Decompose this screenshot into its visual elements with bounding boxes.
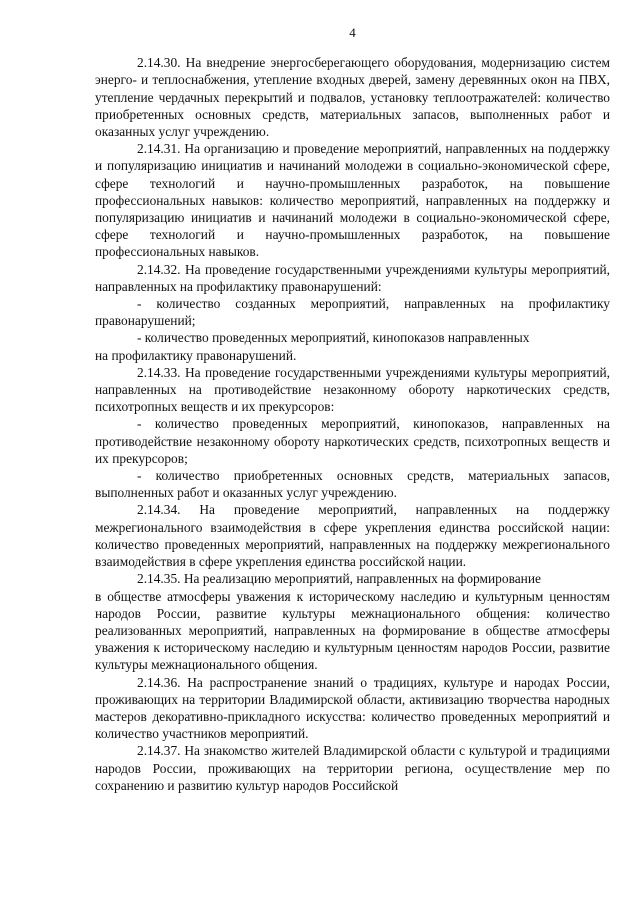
paragraph-2-14-30: 2.14.30. На внедрение энергосберегающего оборудования, модернизацию систем энерго- и теплоснабжения, утепление входных дверей, замену деревянных окон на ПВХ, утепление чердачных перекрытий и подвалов, установку теплоотражателей: количество приобретенных основных средств, материальных запасов, выполненных работ и оказанных услуг учреждению. bbox=[95, 55, 610, 140]
paragraph-2-14-33: 2.14.33. На проведение государственными учреждениями культуры мероприятий, направленных на противодействие незаконному обороту наркотических средств, психотропных веществ и их прекурсоров: bbox=[95, 364, 610, 415]
list-item-2-14-32-b-end: на профилактику правонарушений. bbox=[95, 347, 297, 363]
paragraph-2-14-35-start: 2.14.35. На реализацию мероприятий, направленных на формирование bbox=[137, 571, 541, 587]
paragraph-2-14-36: 2.14.36. На распространение знаний о традициях, культуре и народах России, проживающих на территории Владимирской области, активизацию творчества народных мастеров декоративно-прикладного искусства: количество проведенных мероприятий и количество участников мероприятий. bbox=[95, 674, 610, 742]
page-number: 4 bbox=[349, 25, 356, 40]
paragraph-2-14-35-end: в обществе атмосферы уважения к историческому наследию и культурным ценностям народов России, развитие культуры межнационального общения: количество реализованных мероприятий, направленных на формирование в обществе атмосферы уважения к историческому наследию и культурным ценностям народов России, развитие культуры межнационального общения. bbox=[95, 588, 610, 673]
paragraph-2-14-32: 2.14.32. На проведение государственными учреждениями культуры мероприятий, направленных на профилактику правонарушений: bbox=[95, 261, 610, 294]
paragraph-2-14-37: 2.14.37. На знакомство жителей Владимирской области с культурой и традициями народов России, проживающих на территории региона, осуществление мер по сохранению и развитию культур народов Российской bbox=[95, 743, 610, 793]
list-item-2-14-32-a: - количество созданных мероприятий, направленных на профилактику правонарушений; bbox=[95, 296, 610, 329]
list-item-2-14-33-a: - количество проведенных мероприятий, кинопоказов, направленных на противодействие незаконному обороту наркотических средств, психотропных веществ и их прекурсоров; bbox=[95, 416, 610, 466]
paragraph-2-14-34: 2.14.34. На проведение мероприятий, направленных на поддержку межрегионального взаимодействия в сфере укрепления единства российской нации: количество проведенных мероприятий, направленных на поддержку межрегионального взаимодействия в сфере укрепления единства российской нации. bbox=[95, 502, 610, 570]
paragraph-2-14-31: 2.14.31. На организацию и проведение мероприятий, направленных на поддержку и популяризацию инициатив и начинаний молодежи в социально-экономической сфере, сфере технологий и научно-промышленных разработок, на повышение профессиональных навыков: количество мероприятий, направленных на поддержку и популяризацию инициатив и начинаний молодежи в социально-экономической сфере, сфере технологий и научно-промышленных разработок, на повышение профессиональных навыков. bbox=[95, 141, 610, 260]
list-item-2-14-32-b-start: - количество проведенных мероприятий, кинопоказов направленных bbox=[137, 330, 530, 346]
list-item-2-14-33-b: - количество приобретенных основных средств, материальных запасов, выполненных работ и оказанных услуг учреждению. bbox=[95, 468, 610, 501]
